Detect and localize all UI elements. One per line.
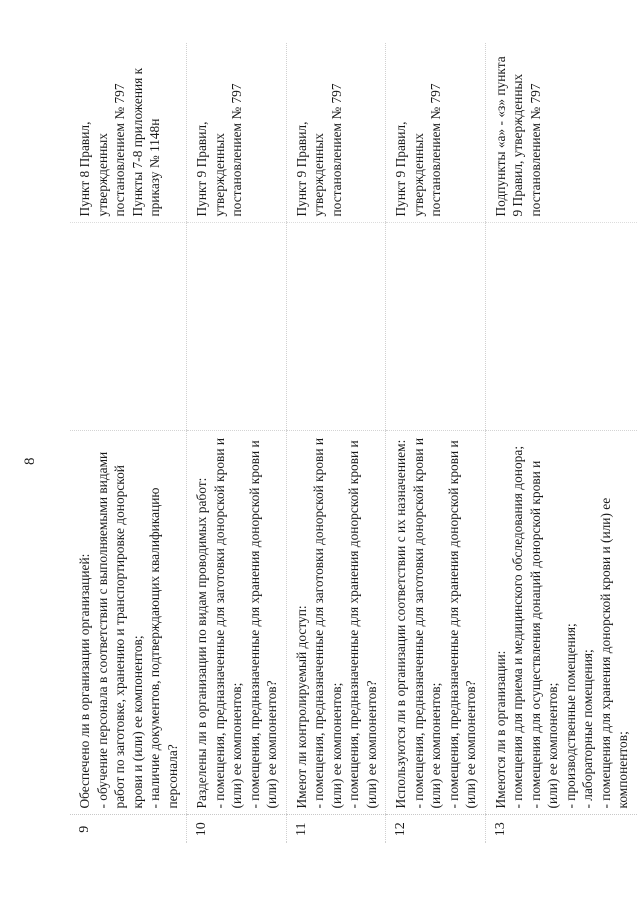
question-cell <box>187 431 287 815</box>
question-line: - помещения для приема и медицинского обследования донора; <box>510 445 525 809</box>
question-line: - помещения, предназначенные для заготовки донорской крови и (или) ее компонентов; <box>211 437 244 809</box>
reference-cell <box>386 43 486 223</box>
table-row <box>386 43 486 843</box>
question-line: - помещения для хранения донорской крови и (или) ее компонентов; <box>597 497 630 809</box>
reference-cell <box>187 43 287 223</box>
row-number: 10 <box>187 815 287 843</box>
question-line: - обучение персонала в соответствии с выполняемыми видами работ по заготовке, хранению и транспортировке донорской крови и (или) ее компонентов; <box>94 451 145 809</box>
row-number: 9 <box>70 815 187 843</box>
empty-answer-cell <box>70 223 187 431</box>
table-row <box>485 43 637 843</box>
empty-answer-cell <box>485 223 637 431</box>
reference-line: Пункт 8 Правил, утвержденных постановлением № 797 <box>77 83 127 217</box>
question-line: Имеются ли в организации: <box>492 650 508 809</box>
reference-cell <box>485 43 637 223</box>
table-row <box>286 43 386 843</box>
question-line: - лабораторные помещения; <box>580 649 595 809</box>
reference-line: Подпункты «а» - «з» пункта 9 Правил, утвержденных постановлением № 797 <box>492 56 543 217</box>
row-number: 12 <box>386 815 486 843</box>
question-line: - помещения, предназначенные для хранения донорской крови и (или) ее компонентов? <box>445 440 478 809</box>
question-line: - помещения, предназначенные для заготовки донорской крови и (или) ее компонентов; <box>311 437 344 809</box>
reference-cell <box>70 43 187 223</box>
question-line: - помещения для осуществления донаций донорской крови и (или) ее компонентов; <box>527 460 560 809</box>
empty-answer-cell <box>286 223 386 431</box>
question-cell <box>286 431 386 815</box>
checklist-table <box>70 43 637 843</box>
page-number: 8 <box>22 457 38 465</box>
question-line: - помещения, предназначенные для заготовки донорской крови и (или) ее компонентов; <box>410 437 443 809</box>
question-line: Обеспечено ли в организации организацией: <box>77 553 92 809</box>
reference-line: Пункты 7-8 приложения к приказу № 1148н <box>129 67 162 217</box>
row-number: 13 <box>485 815 637 843</box>
question-cell <box>386 431 486 815</box>
reference-line: Пункт 9 Правил, утвержденных постановлением № 797 <box>293 83 344 217</box>
question-line: - помещения, предназначенные для хранения донорской крови и (или) ее компонентов? <box>346 440 379 809</box>
table-row <box>187 43 287 843</box>
row-number: 11 <box>286 815 386 843</box>
question-line: - помещения, предназначенные для хранения донорской крови и (или) ее компонентов? <box>246 440 279 809</box>
reference-line: Пункт 9 Правил, утвержденных постановлением № 797 <box>194 83 244 217</box>
question-line: - наличие документов, подтверждающих квалификацию персонала? <box>147 487 180 809</box>
question-line: - производственные помещения; <box>562 623 578 809</box>
reference-line: Пункт 9 Правил, утвержденных постановлением № 797 <box>393 83 443 217</box>
empty-answer-cell <box>187 223 287 431</box>
question-cell <box>70 431 187 815</box>
reference-cell <box>286 43 386 223</box>
question-line: Используются ли в организации соответствии с их назначением: <box>393 439 408 809</box>
question-cell <box>485 431 637 815</box>
empty-answer-cell <box>386 223 486 431</box>
question-line: Разделены ли в организации по видам проводимых работ: <box>194 477 209 809</box>
table-row <box>70 43 187 843</box>
question-line: Имеют ли контролируемый доступ: <box>293 605 309 809</box>
